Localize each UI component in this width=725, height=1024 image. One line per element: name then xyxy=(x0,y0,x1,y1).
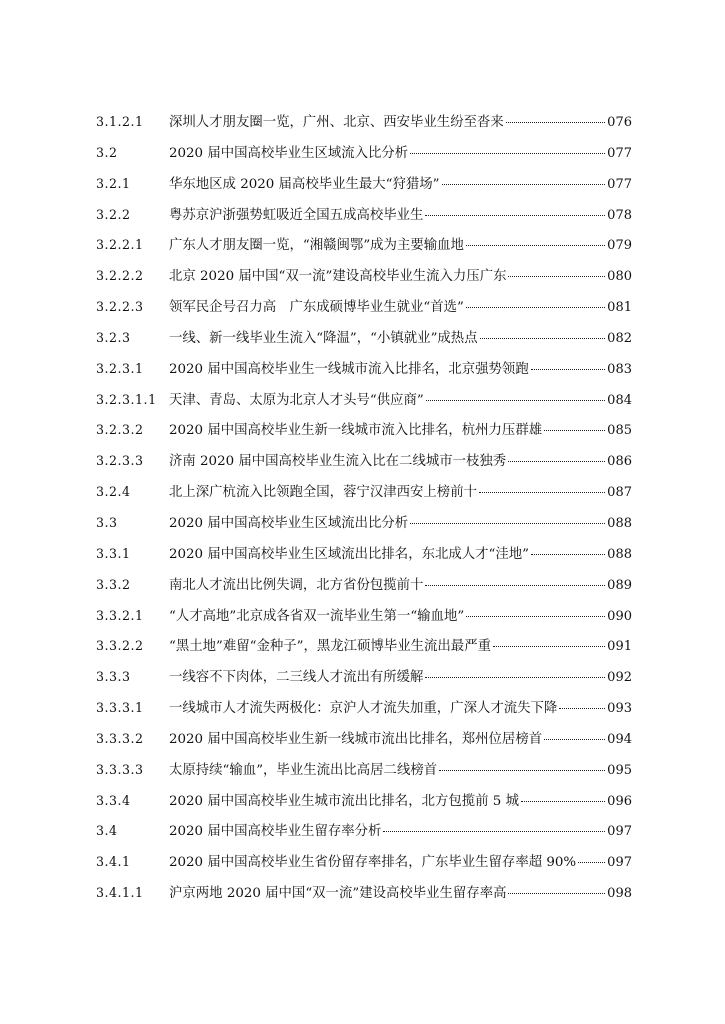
toc-dot-leader xyxy=(508,461,605,462)
toc-entry[interactable] xyxy=(96,234,632,265)
toc-entry-title: “黑土地”难留“金种子”，黑龙江硕博毕业生流出最严重 xyxy=(169,639,491,655)
toc-entry-page-number: 085 xyxy=(607,423,632,439)
toc-entry-title: 粤苏京沪浙强势虹吸近全国五成高校毕业生 xyxy=(169,207,424,223)
toc-entry-title: 南北人才流出比例失调，北方省份包揽前十 xyxy=(169,577,424,593)
toc-entry-title: 华东地区成 2020 届高校毕业生最大“狩猎场” xyxy=(169,176,440,192)
toc-entry-number: 3.3.2.1 xyxy=(96,607,144,623)
toc-entry-page-number: 081 xyxy=(607,300,632,316)
toc-entry[interactable] xyxy=(96,512,632,543)
toc-entry-number: 3.3.3.2 xyxy=(96,730,144,746)
toc-entry-number: 3.3.2.2 xyxy=(96,638,144,654)
toc-entry-number: 3.2.2 xyxy=(96,206,131,222)
toc-dot-leader xyxy=(544,739,605,740)
toc-entry-number: 3.3.2 xyxy=(96,576,131,592)
toc-entry-page-number: 084 xyxy=(607,392,632,408)
toc-entry-page-number: 077 xyxy=(607,176,632,192)
toc-dot-leader xyxy=(521,801,605,802)
toc-entry-page-number: 086 xyxy=(607,454,632,470)
toc-entry[interactable] xyxy=(96,728,632,759)
toc-dot-leader xyxy=(442,184,606,185)
toc-dot-leader xyxy=(531,554,605,555)
toc-entry-number: 3.4.1 xyxy=(96,854,131,870)
toc-entry[interactable] xyxy=(96,851,632,882)
toc-entry-page-number: 090 xyxy=(607,608,632,624)
toc-entry-title: 2020 届中国高校毕业生城市流出比排名，北方包揽前 5 城 xyxy=(169,793,519,809)
toc-entry-title: 一线、新一线毕业生流入“降温”，“小镇就业”成热点 xyxy=(169,330,478,346)
toc-dot-leader xyxy=(578,862,605,863)
toc-entry-page-number: 098 xyxy=(607,886,632,902)
toc-dot-leader xyxy=(466,307,605,308)
toc-entry[interactable] xyxy=(96,296,632,327)
toc-entry-page-number: 095 xyxy=(607,762,632,778)
toc-entry-page-number: 088 xyxy=(607,546,632,562)
toc-dot-leader xyxy=(425,215,605,216)
toc-entry-title: 太原持续“输血”，毕业生流出比高居二线榜首 xyxy=(169,762,438,778)
table-of-contents xyxy=(96,111,632,913)
toc-dot-leader xyxy=(466,616,605,617)
toc-entry-page-number: 080 xyxy=(607,269,632,285)
toc-dot-leader xyxy=(383,831,605,832)
toc-entry-number: 3.3.3.1 xyxy=(96,700,144,716)
toc-entry-title: 沪京两地 2020 届中国“双一流”建设高校毕业生留存率高 xyxy=(169,886,507,902)
toc-entry[interactable] xyxy=(96,111,632,142)
toc-entry-title: “人才高地”北京成各省双一流毕业生第一“输血地” xyxy=(169,608,465,624)
toc-dot-leader xyxy=(559,708,605,709)
toc-entry[interactable] xyxy=(96,450,632,481)
toc-entry[interactable] xyxy=(96,265,632,296)
toc-entry-page-number: 092 xyxy=(607,670,632,686)
toc-entry-title: 领军民企号召力高 广东成硕博毕业生就业“首选” xyxy=(169,300,464,316)
toc-entry-page-number: 079 xyxy=(607,238,632,254)
toc-entry-title: 北上深广杭流入比领跑全国，蓉宁汉津西安上榜前十 xyxy=(169,485,477,501)
toc-entry-number: 3.3.3 xyxy=(96,669,131,685)
toc-entry[interactable] xyxy=(96,142,632,173)
toc-entry-number: 3.2 xyxy=(96,144,118,160)
toc-entry-number: 3.1.2.1 xyxy=(96,114,144,129)
toc-entry-number: 3.2.3 xyxy=(96,329,131,345)
toc-entry-number: 3.2.3.1 xyxy=(96,360,144,376)
toc-entry[interactable] xyxy=(96,790,632,821)
toc-dot-leader xyxy=(410,523,605,524)
toc-entry-title: 2020 届中国高校毕业生区域流出比排名，东北成人才“洼地” xyxy=(169,546,530,562)
toc-entry-number: 3.2.3.2 xyxy=(96,422,144,438)
toc-entry-title: 北京 2020 届中国“双一流”建设高校毕业生流入力压广东 xyxy=(169,269,507,285)
toc-entry-page-number: 082 xyxy=(607,330,632,346)
toc-entry-title: 济南 2020 届中国高校毕业生流入比在二线城市一枝独秀 xyxy=(169,454,507,470)
toc-entry[interactable] xyxy=(96,389,632,420)
toc-entry-number: 3.2.2.2 xyxy=(96,268,144,284)
toc-entry-number: 3.3.1 xyxy=(96,545,131,561)
toc-entry-title: 2020 届中国高校毕业生留存率分析 xyxy=(169,824,382,840)
toc-dot-leader xyxy=(410,153,605,154)
toc-entry[interactable] xyxy=(96,327,632,358)
toc-entry[interactable] xyxy=(96,605,632,636)
toc-entry[interactable] xyxy=(96,543,632,574)
toc-entry[interactable] xyxy=(96,759,632,790)
toc-entry-title: 一线城市人才流失两极化：京沪人才流失加重，广深人才流失下降 xyxy=(169,701,558,717)
toc-entry[interactable] xyxy=(96,574,632,605)
toc-dot-leader xyxy=(426,400,605,401)
toc-entry-page-number: 088 xyxy=(607,515,632,531)
toc-entry-title: 广东人才朋友圈一览，“湘赣闽鄂”成为主要输血地 xyxy=(169,238,464,254)
toc-dot-leader xyxy=(425,585,605,586)
toc-dot-leader xyxy=(508,276,605,277)
toc-entry-number: 3.2.3.3 xyxy=(96,453,144,469)
toc-entry[interactable] xyxy=(96,820,632,851)
toc-entry[interactable] xyxy=(96,666,632,697)
toc-entry-title: 一线容不下肉体，二三线人才流出有所缓解 xyxy=(169,670,424,686)
toc-entry[interactable] xyxy=(96,173,632,204)
toc-dot-leader xyxy=(479,492,605,493)
toc-entry-number: 3.2.3.1.1 xyxy=(96,391,157,407)
toc-entry-title: 深圳人才朋友圈一览，广州、北京、西安毕业生纷至沓来 xyxy=(169,115,504,130)
toc-entry-title: 2020 届中国高校毕业生区域流入比分析 xyxy=(169,145,409,161)
toc-entry-page-number: 091 xyxy=(607,639,632,655)
toc-dot-leader xyxy=(439,770,605,771)
toc-dot-leader xyxy=(508,893,605,894)
toc-entry-page-number: 096 xyxy=(607,793,632,809)
toc-entry-page-number: 097 xyxy=(607,824,632,840)
toc-entry-title: 2020 届中国高校毕业生新一线城市流入比排名，杭州力压群雄 xyxy=(169,423,543,439)
toc-dot-leader xyxy=(506,122,605,123)
toc-entry-number: 3.4.1.1 xyxy=(96,885,144,901)
toc-dot-leader xyxy=(531,369,605,370)
toc-entry[interactable] xyxy=(96,882,632,913)
toc-entry-title: 天津、青岛、太原为北京人才头号“供应商” xyxy=(169,392,424,408)
toc-entry-number: 3.2.4 xyxy=(96,484,131,500)
toc-entry-page-number: 094 xyxy=(607,731,632,747)
toc-entry[interactable] xyxy=(96,697,632,728)
toc-entry-page-number: 078 xyxy=(607,207,632,223)
toc-entry[interactable] xyxy=(96,358,632,389)
toc-dot-leader xyxy=(425,677,605,678)
toc-dot-leader xyxy=(493,646,605,647)
toc-entry-page-number: 083 xyxy=(607,361,632,377)
toc-entry-title: 2020 届中国高校毕业生省份留存率排名，广东毕业生留存率超 90% xyxy=(169,855,577,871)
toc-entry-page-number: 093 xyxy=(607,701,632,717)
toc-entry-page-number: 087 xyxy=(607,485,632,501)
toc-entry-number: 3.2.2.1 xyxy=(96,237,144,253)
toc-entry-number: 3.3.3.3 xyxy=(96,761,144,777)
toc-entry-number: 3.3.4 xyxy=(96,792,131,808)
toc-entry-title: 2020 届中国高校毕业生区域流出比分析 xyxy=(169,515,409,531)
toc-entry-number: 3.2.1 xyxy=(96,175,131,191)
toc-dot-leader xyxy=(544,430,605,431)
toc-entry-page-number: 089 xyxy=(607,577,632,593)
toc-entry[interactable] xyxy=(96,419,632,450)
toc-entry-page-number: 077 xyxy=(607,145,632,161)
toc-entry-number: 3.3 xyxy=(96,514,118,530)
toc-entry[interactable] xyxy=(96,635,632,666)
toc-entry[interactable] xyxy=(96,481,632,512)
toc-entry-number: 3.4 xyxy=(96,823,118,839)
toc-entry[interactable] xyxy=(96,204,632,235)
toc-entry-title: 2020 届中国高校毕业生新一线城市流出比排名，郑州位居榜首 xyxy=(169,731,543,747)
toc-entry-page-number: 097 xyxy=(607,855,632,871)
toc-entry-page-number: 076 xyxy=(607,115,632,130)
toc-dot-leader xyxy=(466,245,605,246)
toc-entry-title: 2020 届中国高校毕业生一线城市流入比排名，北京强势领跑 xyxy=(169,361,529,377)
toc-dot-leader xyxy=(480,338,606,339)
toc-entry-number: 3.2.2.3 xyxy=(96,299,144,315)
